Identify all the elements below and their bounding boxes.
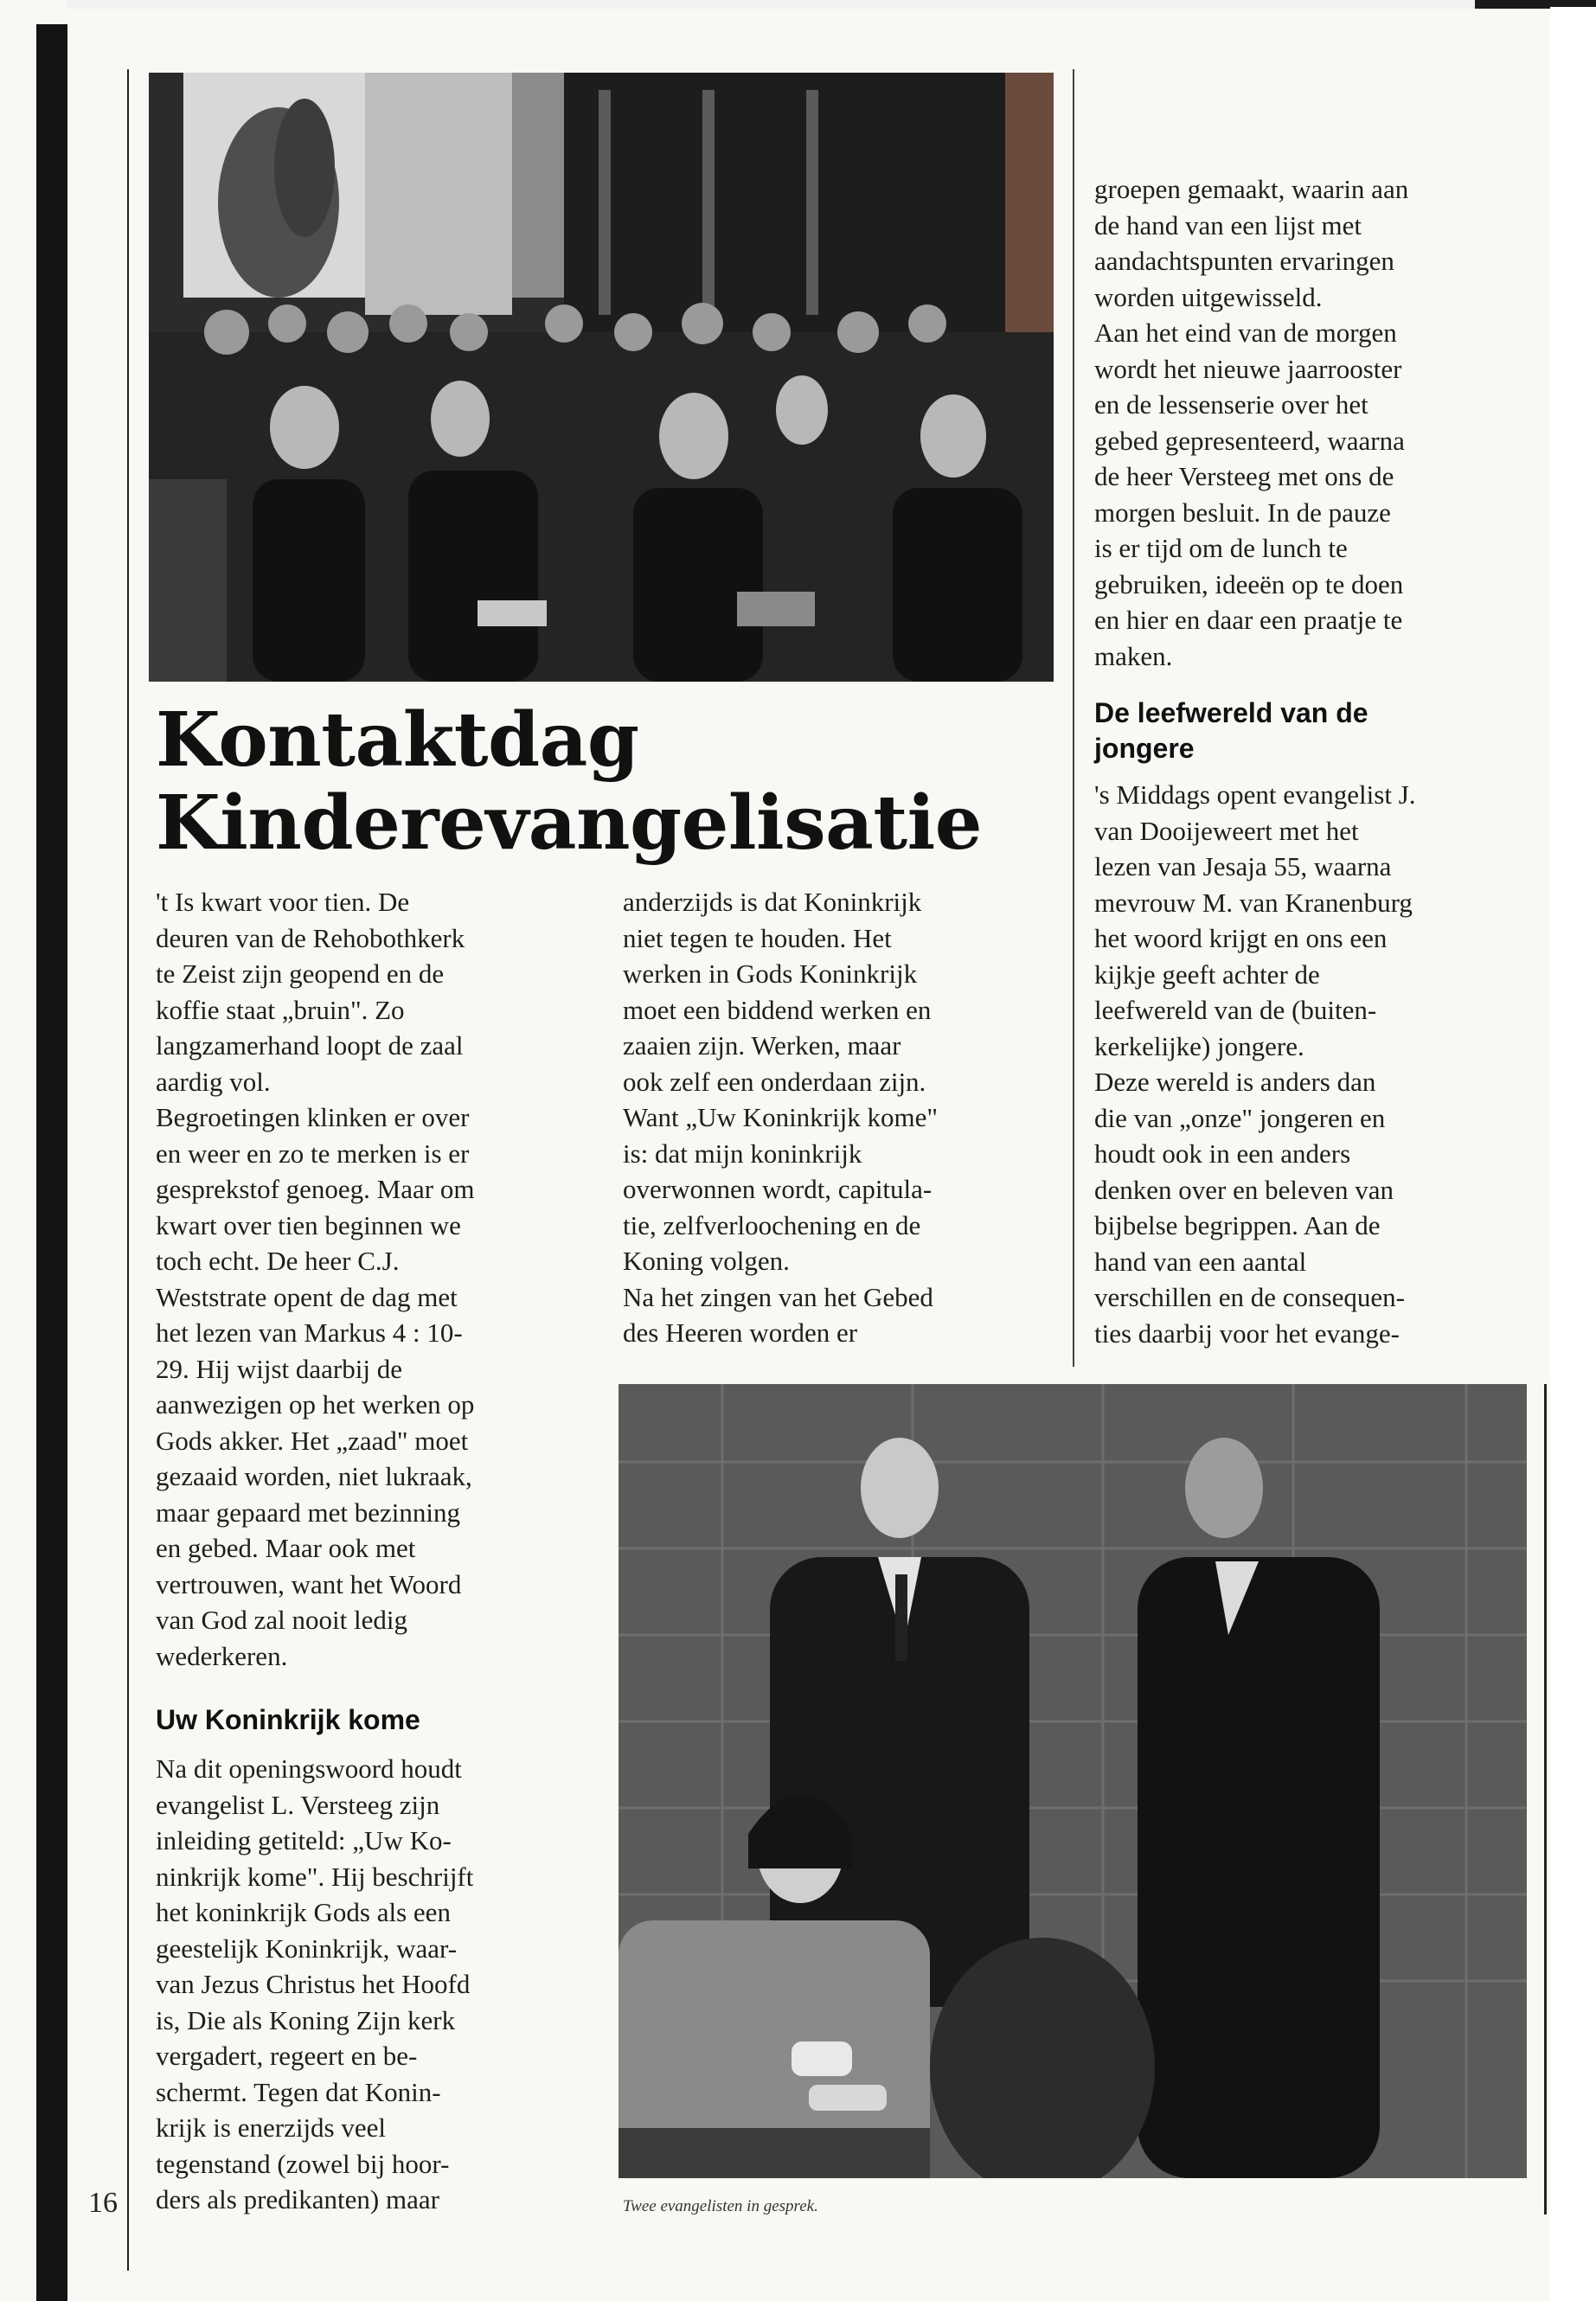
column-rule — [1073, 69, 1074, 1367]
scan-binding-edge — [36, 24, 67, 2301]
evangelists-photo — [619, 1384, 1527, 2178]
right-margin-rule — [1544, 1384, 1547, 2214]
article-headline: Kontaktdag Kinderevangelisatie — [156, 696, 982, 867]
left-margin-rule — [127, 69, 129, 2271]
photo-caption: Twee evangelisten in gesprek. — [623, 2197, 818, 2215]
subhead-uw-koninkrijk-kome: Uw Koninkrijk kome — [156, 1704, 420, 1735]
audience-photo — [149, 73, 1054, 682]
subhead-leefwereld: De leefwereld van de jongere — [1094, 697, 1368, 764]
column-3-paragraph-2: 's Middags opent evangelist J. van Dooijeweert met het lezen van Jesaja 55, waarna mevrouw M. van Kranenburg het woord krijgt en ons een kijkje geeft achter de leefwereld van de (buiten- kerkelijke) jongere. Deze wereld is anders dan die van „onze" jongeren en houdt ook in een anders denken over en beleven van bijbelse begrippen. Aan de hand van een aantal verschillen en de consequen- ties daarbij voor het evange- — [1094, 779, 1416, 1349]
page-number: 16 — [88, 2187, 118, 2219]
page-margin-right — [1550, 7, 1596, 2301]
column-2-paragraph: anderzijds is dat Koninkrijk niet tegen te houden. Het werken in Gods Koninkrijk moet een biddend werken en zaaien zijn. Werken, maar ook zelf een onderdaan zijn. Want „Uw Koninkrijk kome" is: dat mijn koninkrijk overwonnen wordt, capitula- tie, zelfverloochening en de Koning volgen. Na het zingen van het Gebed des Heeren worden er — [623, 887, 939, 1348]
top-edge — [67, 0, 1596, 9]
column-1-paragraph: 't Is kwart voor tien. De deuren van de Rehobothkerk te Zeist zijn geopend en de koffie staat „bruin". Zo langzamerhand loopt de zaal aardig vol. Begroetingen klinken er over en weer en zo te merken is er gesprekstof genoeg. Maar om kwart over tien beginnen we toch echt. De heer C.J. Weststrate opent de dag met het lezen van Markus 4 : 10- 29. Hij wijst daarbij de aanwezigen op het werken op Gods akker. Het „zaad" moet gezaaid worden, niet lukraak, maar gepaard met bezinning en gebed. Maar ook met vertrouwen, want het Woord van God zal nooit ledig wederkeren. — [156, 887, 475, 1671]
column-3-paragraph: groepen gemaakt, waarin aan de hand van een lijst met aandachtspunten ervaringen worden uitgewisseld. Aan het eind van de morgen wordt het nieuwe jaarrooster en de lessenserie over het gebed gepresenteerd, waarna de heer Versteeg met ons de morgen besluit. In de pauze is er tijd om de lunch te gebruiken, ideeën op te doen en hier en daar een praatje te maken. — [1094, 174, 1409, 671]
column-1-paragraph-2: Na dit openingswoord houdt evangelist L. Versteeg zijn inleiding getiteld: „Uw Ko- ninkrijk kome". Hij beschrijft het koninkrijk Gods als een geestelijk Koninkrijk, waar- van Jezus Christus het Hoofd is, Die als Koning Zijn kerk vergadert, regeert en be- schermt. Tegen dat Konin- krijk is enerzijds veel tegenstand (zowel bij hoor- ders als predikanten) maar — [156, 1753, 474, 2214]
